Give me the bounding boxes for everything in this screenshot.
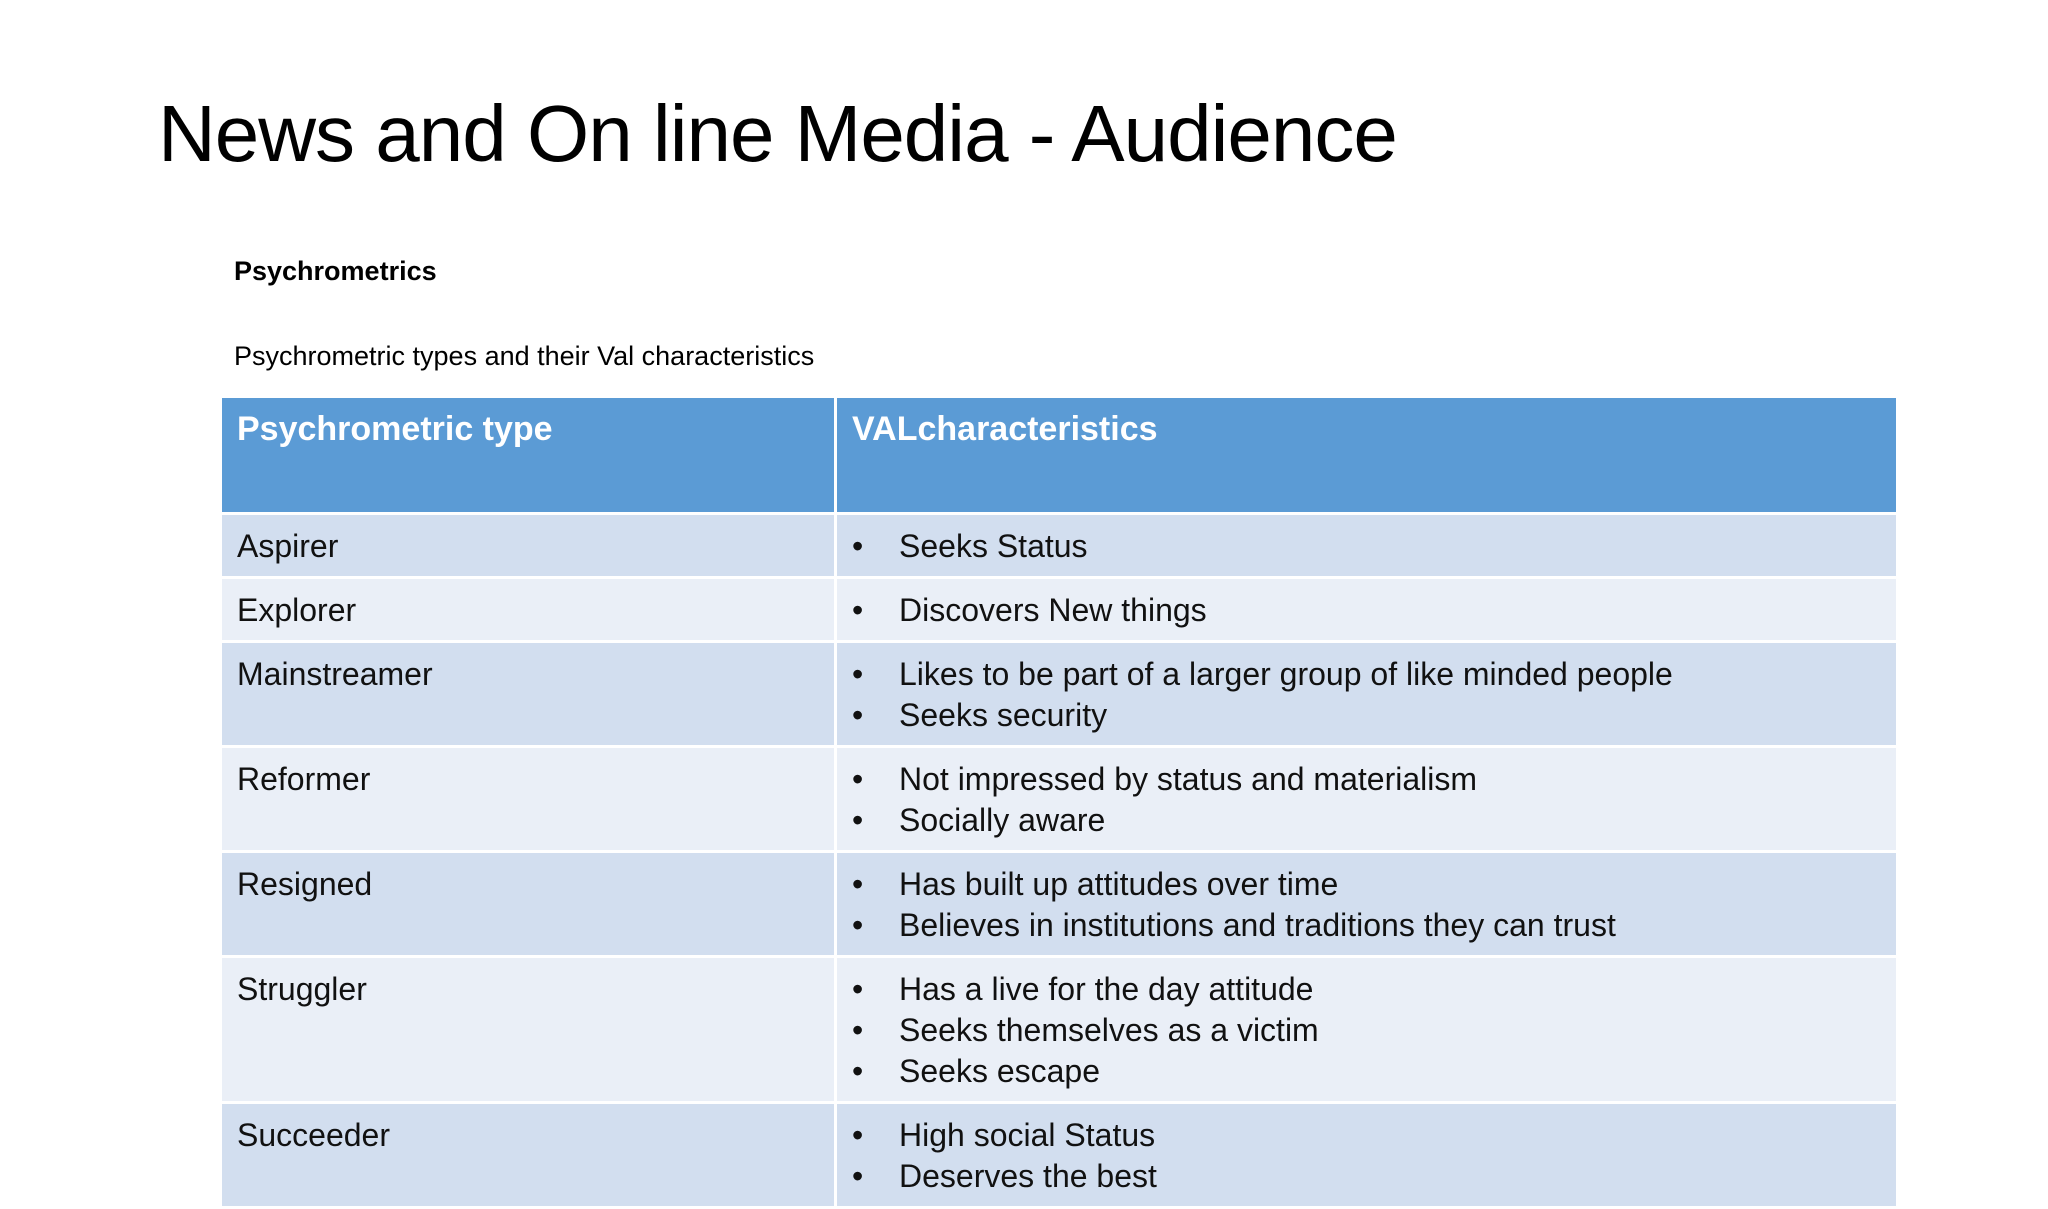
characteristic-text: Seeks Status <box>899 528 1088 564</box>
table-row <box>221 642 1898 747</box>
list-item <box>852 1156 1881 1197</box>
table-row <box>221 957 1898 1103</box>
header-val-characteristics: VALcharacteristics <box>836 397 1898 514</box>
characteristics-list <box>852 969 1881 1092</box>
list-item <box>852 969 1881 1010</box>
characteristics-cell <box>836 747 1898 852</box>
type-cell: Explorer <box>221 578 836 642</box>
list-item <box>852 800 1881 841</box>
characteristics-cell <box>836 852 1898 957</box>
list-item <box>852 1051 1881 1092</box>
type-cell: Reformer <box>221 747 836 852</box>
header-psychrometric-type: Psychrometric type <box>221 397 836 514</box>
bullet-icon: • <box>852 528 864 564</box>
bullet-icon: • <box>852 971 864 1007</box>
type-cell: Succeeder <box>221 1103 836 1208</box>
list-item <box>852 864 1881 905</box>
characteristic-text: Has a live for the day attitude <box>899 971 1314 1007</box>
characteristic-text: Seeks escape <box>899 1053 1101 1089</box>
bullet-icon: • <box>852 592 864 628</box>
type-cell: Struggler <box>221 957 836 1103</box>
table-row <box>221 514 1898 578</box>
characteristics-list <box>852 1115 1881 1197</box>
characteristic-text: Seeks security <box>899 697 1108 733</box>
table-row <box>221 747 1898 852</box>
characteristics-cell <box>836 578 1898 642</box>
characteristic-text: Not impressed by status and materialism <box>899 761 1477 797</box>
psychrometrics-table <box>219 395 1899 1209</box>
characteristics-cell <box>836 957 1898 1103</box>
table-caption: Psychrometric types and their Val characteristics <box>234 341 815 371</box>
characteristic-text: Believes in institutions and traditions they can trust <box>899 907 1616 943</box>
section-heading: Psychrometrics <box>234 256 437 286</box>
characteristic-text: Discovers New things <box>899 592 1207 628</box>
type-cell: Mainstreamer <box>221 642 836 747</box>
list-item <box>852 1010 1881 1051</box>
table-row <box>221 1103 1898 1208</box>
bullet-icon: • <box>852 1053 864 1089</box>
table-row <box>221 578 1898 642</box>
characteristics-list <box>852 759 1881 841</box>
list-item <box>852 590 1881 631</box>
type-cell: Resigned <box>221 852 836 957</box>
characteristics-list <box>852 864 1881 946</box>
bullet-icon: • <box>852 1012 864 1048</box>
characteristics-list <box>852 590 1881 631</box>
bullet-icon: • <box>852 802 864 838</box>
characteristics-cell <box>836 1103 1898 1208</box>
list-item <box>852 759 1881 800</box>
bullet-icon: • <box>852 697 864 733</box>
characteristic-text: Deserves the best <box>899 1158 1157 1194</box>
table-row <box>221 852 1898 957</box>
list-item <box>852 526 1881 567</box>
characteristic-text: High social Status <box>899 1117 1156 1153</box>
bullet-icon: • <box>852 1158 864 1194</box>
table-header-row <box>221 397 1898 514</box>
bullet-icon: • <box>852 866 864 902</box>
list-item <box>852 695 1881 736</box>
bullet-icon: • <box>852 907 864 943</box>
characteristics-list <box>852 526 1881 567</box>
slide-title: News and On line Media - Audience <box>158 89 1397 178</box>
list-item <box>852 905 1881 946</box>
characteristic-text: Socially aware <box>899 802 1106 838</box>
characteristic-text: Likes to be part of a larger group of like minded people <box>899 656 1673 692</box>
table-body <box>221 514 1898 1208</box>
characteristics-cell <box>836 642 1898 747</box>
type-cell: Aspirer <box>221 514 836 578</box>
characteristic-text: Has built up attitudes over time <box>899 866 1339 902</box>
bullet-icon: • <box>852 1117 864 1153</box>
bullet-icon: • <box>852 761 864 797</box>
list-item <box>852 1115 1881 1156</box>
list-item <box>852 654 1881 695</box>
characteristic-text: Seeks themselves as a victim <box>899 1012 1319 1048</box>
characteristics-list <box>852 654 1881 736</box>
bullet-icon: • <box>852 656 864 692</box>
characteristics-cell <box>836 514 1898 578</box>
